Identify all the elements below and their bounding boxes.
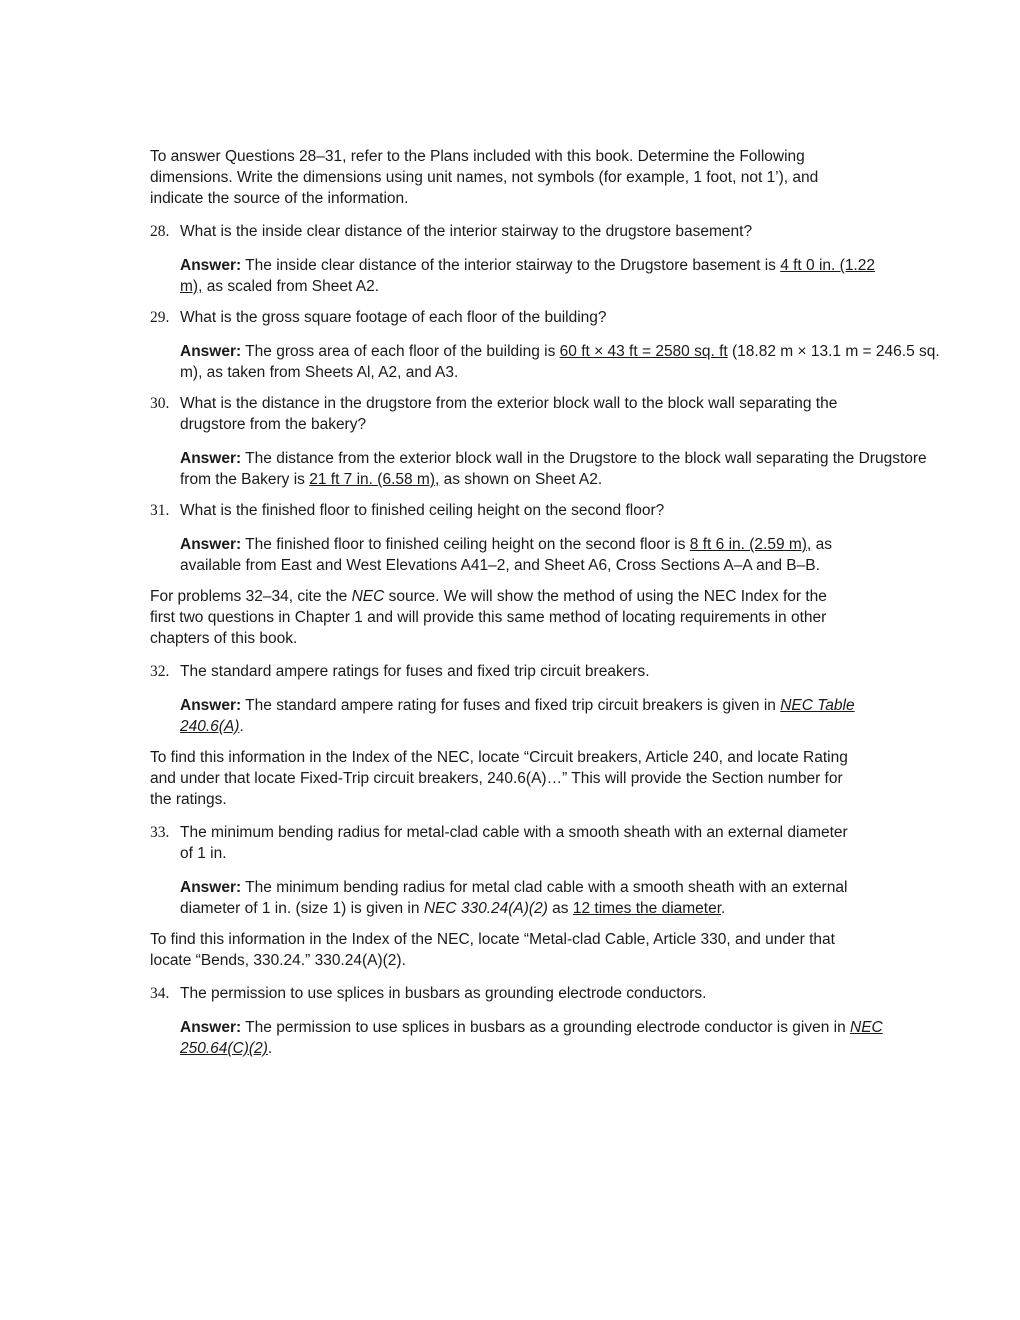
question-text: What is the finished floor to finished ceiling height on the second floor? — [180, 502, 665, 519]
question-number: 30. — [150, 395, 170, 412]
question-text: What is the inside clear distance of the interior stairway to the drugstore basement? — [180, 223, 753, 240]
answer-period: . — [239, 718, 244, 735]
answer-text-mid: as — [547, 900, 573, 917]
question-28 — [150, 221, 945, 242]
answer-label: Answer: — [180, 879, 242, 896]
nec-intro-italic: NEC — [351, 588, 385, 605]
nec-intro-text-2: source. We will show the method of using the NEC Index for the first two questions in Chapter 1 and will provide this same method of locating requirements in other chapters of this book. — [150, 588, 827, 647]
answer-period: . — [267, 1040, 273, 1057]
answer-text: The distance from the exterior block wall in the Drugstore to the block wall separating the Drugstore from the Bakery is — [180, 450, 927, 488]
question-30 — [150, 393, 855, 435]
answer-label: Answer: — [180, 257, 242, 274]
answer-label: Answer: — [180, 697, 242, 714]
nec-intro-text: For problems 32–34, cite the — [150, 588, 352, 605]
question-number: 28. — [150, 223, 170, 240]
question-number: 34. — [150, 985, 170, 1002]
question-number: 33. — [150, 824, 170, 841]
answer-text: The minimum bending radius for metal clad cable with a smooth sheath with an external diameter of 1 in. (size 1) is given in — [180, 879, 848, 917]
answer-30 — [180, 448, 945, 490]
question-number: 31. — [150, 502, 170, 519]
answer-label: Answer: — [180, 1019, 242, 1036]
answer-34 — [180, 1017, 885, 1059]
question-number: 32. — [150, 663, 170, 680]
answer-value: 8 ft 6 in. (2.59 m), — [689, 536, 812, 553]
question-text: The standard ampere ratings for fuses and fixed trip circuit breakers. — [180, 663, 650, 680]
answer-33 — [180, 877, 885, 919]
find-33-paragraph: To find this information in the Index of the NEC, locate “Metal-clad Cable, Article 330, and under that locate “Bends, 330.24.” 330.24(A)(2). — [150, 931, 835, 969]
answer-text: The permission to use splices in busbars as a grounding electrode conductor is given in — [241, 1019, 851, 1036]
answer-31 — [180, 534, 885, 576]
answer-value: 12 times the diameter — [572, 900, 722, 917]
answer-text: The finished floor to finished ceiling height on the second floor is — [241, 536, 690, 553]
answer-value: 60 ft × 43 ft = 2580 sq. ft — [559, 343, 728, 360]
answer-value: 21 ft 7 in. (6.58 m), — [309, 471, 440, 488]
question-33 — [150, 822, 855, 864]
document-page — [150, 146, 945, 1069]
answer-text: The gross area of each floor of the building is — [241, 343, 560, 360]
question-text: What is the gross square footage of each floor of the building? — [180, 309, 607, 326]
question-text: The permission to use splices in busbars as grounding electrode conductors. — [180, 985, 707, 1002]
answer-source: (18.82 m × 13.1 m = 246.5 sq. m), as taken from Sheets Al, A2, and A3. — [180, 343, 940, 381]
nec-intro-paragraph — [150, 586, 855, 649]
answer-source: as available from East and West Elevations A41–2, and Sheet A6, Cross Sections A–A and B–B. — [180, 536, 832, 574]
question-31 — [150, 500, 945, 521]
answer-label: Answer: — [180, 536, 242, 553]
answer-value: 4 ft 0 in. (1.22 m), — [180, 257, 875, 295]
answer-source: as shown on Sheet A2. — [439, 471, 603, 488]
answer-28 — [180, 255, 885, 297]
answer-text: The standard ampere rating for fuses and fixed trip circuit breakers is given in — [241, 697, 781, 714]
question-32 — [150, 661, 945, 682]
answer-period: . — [721, 900, 726, 917]
answer-text: The inside clear distance of the interior stairway to the Drugstore basement is — [241, 257, 781, 274]
question-text: The minimum bending radius for metal-clad cable with a smooth sheath with an external diameter of 1 in. — [180, 824, 848, 862]
answer-label: Answer: — [180, 343, 242, 360]
answer-reference: NEC Table 240.6(A) — [180, 697, 855, 735]
answer-reference: NEC 330.24(A)(2) — [423, 900, 548, 917]
answer-32 — [180, 695, 885, 737]
answer-label: Answer: — [180, 450, 242, 467]
intro-paragraph: To answer Questions 28–31, refer to the Plans included with this book. Determine the Following dimensions. Write the dimensions using unit names, not symbols (for example, 1 foot, not 1’), and indicate the source of the information. — [150, 148, 819, 207]
answer-29 — [180, 341, 945, 383]
question-text: What is the distance in the drugstore from the exterior block wall to the block wall separating the drugstore from the bakery? — [180, 395, 838, 433]
find-32-paragraph: To find this information in the Index of the NEC, locate “Circuit breakers, Article 240, and locate Rating and under that locate Fixed-Trip circuit breakers, 240.6(A)…” This will provide the Section number for the ratings. — [150, 749, 848, 808]
answer-source: as scaled from Sheet A2. — [202, 278, 380, 295]
question-number: 29. — [150, 309, 170, 326]
question-29 — [150, 307, 945, 328]
answer-reference: NEC 250.64(C)(2) — [180, 1019, 883, 1057]
question-34 — [150, 983, 945, 1004]
